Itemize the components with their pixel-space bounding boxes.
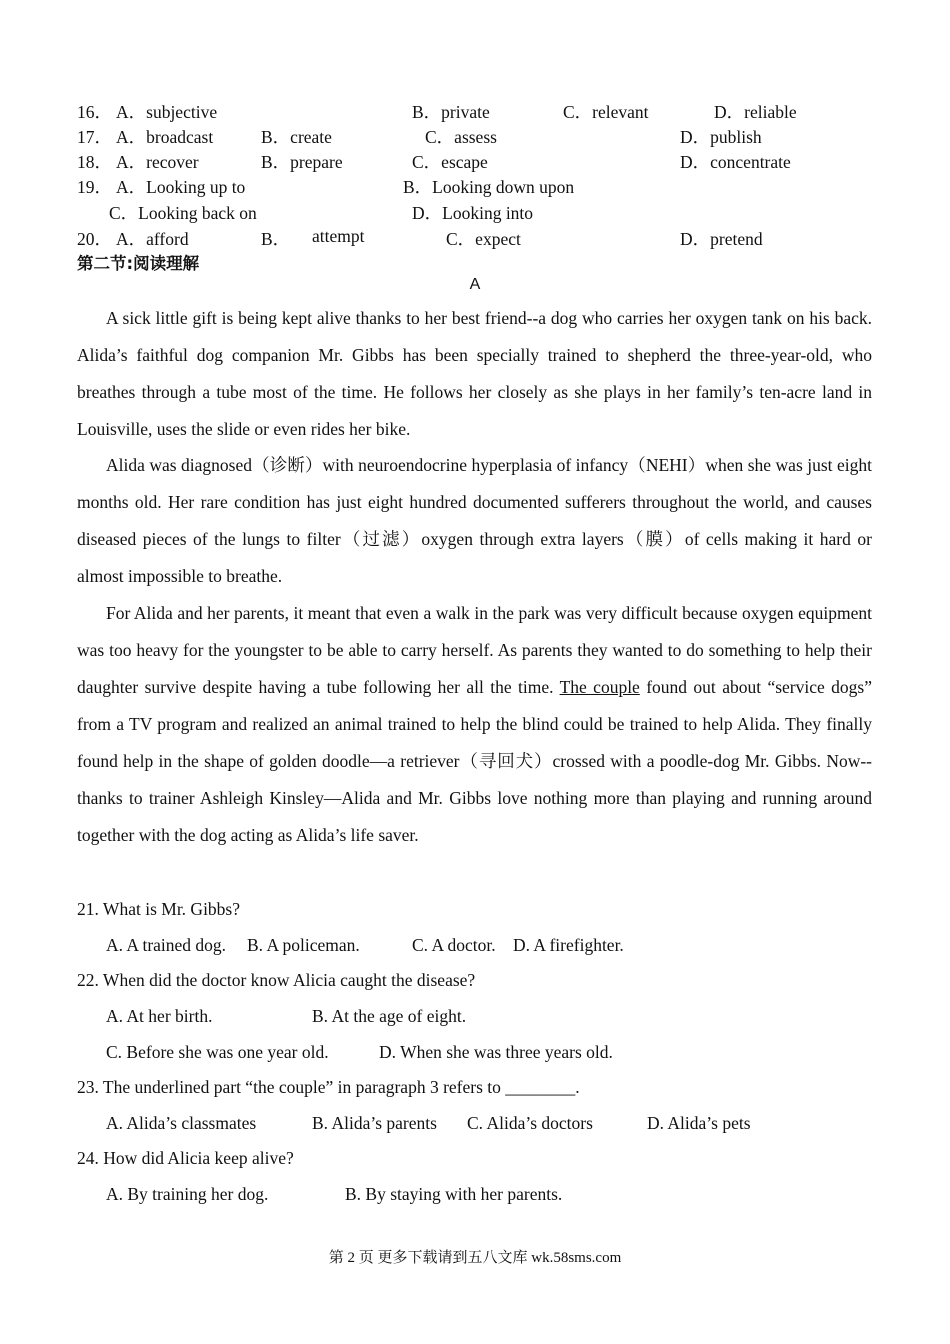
question-22-option-b: B. At the age of eight.	[312, 1006, 467, 1026]
question-23-stem: 23. The underlined part “the couple” in paragraph 3 refers to ________.	[77, 1077, 580, 1097]
option-a: A．Looking up to	[116, 177, 246, 197]
question-number: 19．	[77, 177, 112, 197]
option-c: C．escape	[412, 152, 488, 172]
question-22-option-a: A. At her birth.	[106, 1006, 213, 1026]
cloze-options-19a	[77, 174, 877, 199]
question-23-option-b: B. Alida’s parents	[312, 1113, 437, 1133]
cloze-options-18	[77, 149, 877, 174]
question-number: 18．	[77, 152, 112, 172]
question-23-option-d: D. Alida’s pets	[647, 1113, 751, 1133]
option-a: A．subjective	[116, 102, 218, 122]
question-24-stem: 24. How did Alicia keep alive?	[77, 1148, 294, 1168]
question-23-option-a: A. Alida’s classmates	[106, 1113, 257, 1133]
cloze-options-19b	[77, 200, 877, 225]
cloze-options-17	[77, 124, 877, 149]
option-b: B．prepare	[261, 152, 343, 172]
option-c: C．relevant	[563, 102, 649, 122]
question-22-stem: 22. When did the doctor know Alicia caught the disease?	[77, 970, 476, 990]
page-footer: 第 2 页 更多下载请到五八文库 wk.58sms.com	[328, 1250, 622, 1266]
question-21-option-a: A. A trained dog.	[106, 935, 227, 955]
question-number: 20．	[77, 229, 112, 249]
paragraph-3-text-cont: found out about “service dogs” from a TV program and realized an animal trained to help the blind could be trained to help Alida. They finally found help in the shape of golden doodle—a retriever（寻回犬）crossed with a poodle-dog Mr. Gibbs. Now--thanks to trainer Ashleigh Kinsley—Alida and Mr. Gibbs love nothing more than playing and running around together with the dog acting as Alida’s life saver.	[77, 677, 872, 845]
option-d: D．publish	[680, 127, 762, 147]
option-a: A．broadcast	[116, 127, 214, 147]
option-b: B．create	[261, 127, 332, 147]
option-c: C．expect	[446, 229, 521, 249]
option-a: A．afford	[116, 229, 189, 249]
paragraph-3-text: For Alida and her parents, it meant that even a walk in the park was very difficult because oxygen equipment was too heavy for the youngster to be able to carry herself. As parents they wanted to do something to help their daughter survive despite having a tube following her all the time.	[77, 603, 872, 697]
underlined-the-couple: The couple	[559, 677, 640, 697]
cloze-options-16	[77, 99, 877, 124]
question-21-option-d: D. A firefighter.	[513, 935, 624, 955]
option-b: B．private	[412, 102, 490, 122]
option-c: C．Looking back on	[109, 203, 257, 223]
question-number: 16．	[77, 102, 112, 122]
question-22-option-d: D. When she was three years old.	[379, 1042, 613, 1062]
paragraph-1: A sick little gift is being kept alive thanks to her best friend--a dog who carries her oxygen tank on his back. Alida’s faithful dog companion Mr. Gibbs has been specially trained to shepherd the three-year-old, who breathes through a tube most of the time. He follows her closely as she plays in her family’s ten-acre land in Louisville, uses the slide or even rides her bike.	[77, 308, 872, 439]
cloze-options-20	[77, 226, 877, 251]
paragraph-3	[77, 595, 872, 854]
option-d: D．reliable	[714, 102, 797, 122]
option-b: B．Looking down upon	[403, 177, 575, 197]
question-21-stem: 21. What is Mr. Gibbs?	[77, 899, 241, 919]
option-d: D．Looking into	[412, 203, 534, 223]
question-21-option-b: B. A policeman.	[247, 935, 360, 955]
section-title: 第二节:阅读理解	[77, 254, 200, 273]
option-a: A．recover	[116, 152, 199, 172]
paragraph-2: Alida was diagnosed（诊断）with neuroendocrine hyperplasia of infancy（NEHI）when she was just eight months old. Her rare condition has just eight hundred documented sufferers throughout the world, and causes diseased pieces of the lungs to filter（过滤）oxygen through extra layers（膜）of cells making it hard or almost impossible to breathe.	[77, 455, 872, 586]
question-24-option-b: B. By staying with her parents.	[345, 1184, 563, 1204]
question-21-option-c: C. A doctor.	[412, 935, 496, 955]
question-22-option-c: C. Before she was one year old.	[106, 1042, 329, 1062]
option-c: C．assess	[425, 127, 497, 147]
option-d: D．pretend	[680, 229, 763, 249]
question-number: 17．	[77, 127, 112, 147]
option-b: B．	[261, 229, 291, 249]
question-23-option-c: C. Alida’s doctors	[467, 1113, 593, 1133]
question-24-option-a: A. By training her dog.	[106, 1184, 269, 1204]
option-d: D．concentrate	[680, 152, 791, 172]
option-b-text: attempt	[312, 226, 365, 246]
passage-label: A	[469, 276, 481, 293]
